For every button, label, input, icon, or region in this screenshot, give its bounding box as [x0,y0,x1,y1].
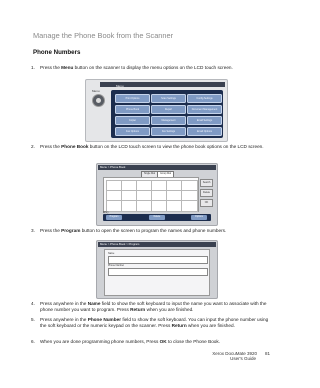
options-button: Options [191,215,207,220]
step-text: Press the Program button to open the screen to program the names and phone numbers. [40,228,227,233]
page-footer [212,351,270,362]
delete-entry-button: Delete [149,215,165,220]
menu-button: Phone Book [115,105,150,114]
menu-button: Email Settings [187,116,222,125]
title-bar: Menu > Phone Book > Program [98,242,216,247]
menu-key-icon [92,94,105,107]
step-number: 6. [31,339,35,344]
menu-button: Management [151,116,186,125]
step-number: 3. [31,228,35,233]
step-text: When you are done programming phone numbers, Press OK to close the Phone Book. [40,339,221,344]
step-text: Press the Menu button on the scanner to display the menu options on the LCD touch screen. [40,65,233,70]
name-label: Name [108,252,115,255]
menu-button: Copier [115,116,150,125]
phone-book-screen-illustration [96,163,218,226]
menu-key-label: Menu [92,89,100,93]
program-panel [104,249,210,296]
program-button: Program [106,215,122,220]
phone-number-field [108,268,208,276]
title-bar: Menu [100,82,225,87]
tab-single-dial: Single Dial [141,171,158,178]
page-number: 81 [264,350,270,356]
step-text: Press anywhere in the Phone Number field to show the soft keyboard. You can input the phone number using the soft keyboard or the numeric keypad on the scanner. Press Return when you are finished. [40,317,269,329]
name-field [108,256,208,264]
step-number: 2. [31,144,35,149]
guide-name: User's Guide [230,356,256,362]
entry-label: Entry [103,211,109,214]
phone-number-label: Phone Number [108,264,125,267]
search-button: Search [200,179,213,187]
product-name: Xerox DocuMate 3920 [212,350,257,356]
title-bar: Menu > Phone Book [98,165,216,170]
step-text: Press anywhere in the Name field to show the soft keyboard to input the name you want to associate with the phone number you want to program. Press Return when you are finished. [40,301,267,313]
bottom-button-bar [103,214,211,221]
menu-button: Config Settings [187,94,222,103]
menu-screen-illustration [85,79,228,142]
subsection-title: Phone Numbers [33,49,81,56]
tab-group-dial: Group Dial [157,171,174,178]
delete-button: Delete [200,189,213,197]
step-text: Press the Phone Book button on the LCD touch screen to view the phone book options on the LCD screen. [40,144,264,149]
menu-button: Fax Options [115,127,150,136]
entry-cell [181,200,198,212]
step-number: 4. [31,301,35,306]
menu-button: Print Options [115,94,150,103]
menu-button: Email Options [187,127,222,136]
menu-button: Report [151,105,186,114]
section-title: Manage the Phone Book from the Scanner [33,31,174,40]
menu-button-grid [111,90,223,138]
ok-button: OK [200,199,213,207]
phone-book-table [103,177,199,212]
menu-button: Scan Settings [151,94,186,103]
menu-button: Fax Settings [151,127,186,136]
step-number: 5. [31,317,35,322]
menu-button: Document Management [187,105,222,114]
step-number: 1. [31,65,35,70]
program-screen-illustration [96,240,218,299]
